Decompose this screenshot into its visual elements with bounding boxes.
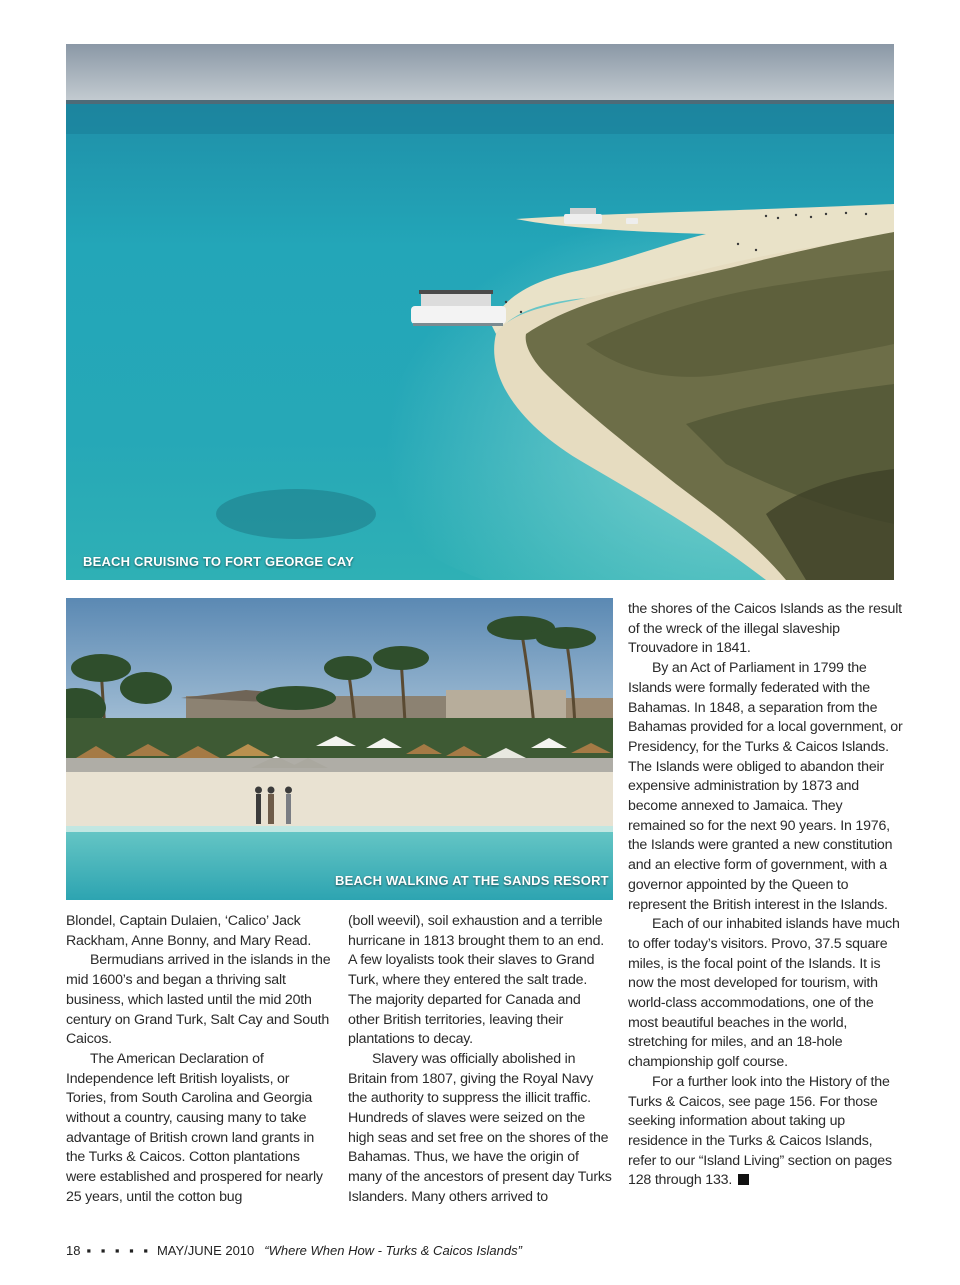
paragraph: Bermudians arrived in the islands in the mid 1600’s and began a thriving salt business, which lasted until the mid 20th century on Grand Turk, Salt Cay and South Caicos. xyxy=(66,952,331,1048)
paragraph: Each of our inhabited islands have much to offer today’s visitors. Provo, 37.5 square miles, is the focal point of the Islands. It is now the most developed for tourism, with world-class accommodations, one of the most beautiful beaches in the world, stretching for miles, and an 18-hole championship golf course. xyxy=(628,916,900,1071)
aerial-beach-image xyxy=(66,44,894,580)
bottom-photo xyxy=(66,598,613,900)
paragraph: the shores of the Caicos Islands as the result of the wreck of the illegal slaveship Trouvadore in 1841. xyxy=(628,601,902,657)
top-photo-caption: BEACH CRUISING TO FORT GEORGE CAY xyxy=(83,554,354,569)
resort-beach-image xyxy=(66,598,613,900)
text-column-right xyxy=(628,600,903,1191)
paragraph: (boll weevil), soil exhaustion and a terrible hurricane in 1813 brought them to an end. A few loyalists took their slaves to Grand Turk, where they entered the salt trade. The majority departed for Canada and other British territories, leaving their plantations to decay. xyxy=(348,913,605,1048)
paragraph: By an Act of Parliament in 1799 the Islands were formally federated with the Bahamas. In 1848, a separation from the Bahamas provided for a local government, or Presidency, for the Turks & Caicos Islands. The Islands were obliged to abandon their expensive administration by 1873 and become annexed to Jamaica. They remained so for the next 90 years. In 1976, the Islands were granted a new constitution and an elective form of government, with a governor appointed by the Queen to represent the British interest in the Islands. xyxy=(628,660,903,913)
page-number: 18 xyxy=(66,1243,81,1258)
paragraph-last-text: For a further look into the History of the Turks & Caicos, see page 156. For those seeking information about taking up residence in the Turks & Caicos Islands, refer to our “Island Living” section on pages 128 through 133. xyxy=(628,1073,892,1189)
paragraph: Slavery was officially abolished in Britain from 1807, giving the Royal Navy the authority to suppress the illicit traffic. Hundreds of slaves were seized on the high seas and set free on the shores of the Bahamas. Thus, we have the origin of many of the ancestors of present day Turks Islanders. Many others arrived to xyxy=(348,1050,612,1205)
publication-tagline: “Where When How - Turks & Caicos Islands” xyxy=(264,1243,522,1258)
top-photo xyxy=(66,44,894,580)
paragraph-last xyxy=(628,1073,903,1191)
issue-date: MAY/JUNE 2010 xyxy=(156,1243,255,1258)
bottom-photo-caption: BEACH WALKING AT THE SANDS RESORT xyxy=(335,873,609,888)
end-mark-icon xyxy=(738,1174,749,1185)
text-column-middle xyxy=(348,912,614,1208)
paragraph: Blondel, Captain Dulaien, ‘Calico’ Jack Rackham, Anne Bonny, and Mary Read. xyxy=(66,913,312,949)
footer-dots: ▪ ▪ ▪ ▪ ▪ xyxy=(86,1243,151,1258)
text-column-left xyxy=(66,912,332,1208)
page-footer xyxy=(66,1243,522,1258)
paragraph: The American Declaration of Independence left British loyalists, or Tories, from South Carolina and Georgia without a country, causing many to take advantage of British crown land grants in the Turks & Caicos. Cotton plantations were established and prospered for nearly 25 years, until the cotton bug xyxy=(66,1050,323,1205)
